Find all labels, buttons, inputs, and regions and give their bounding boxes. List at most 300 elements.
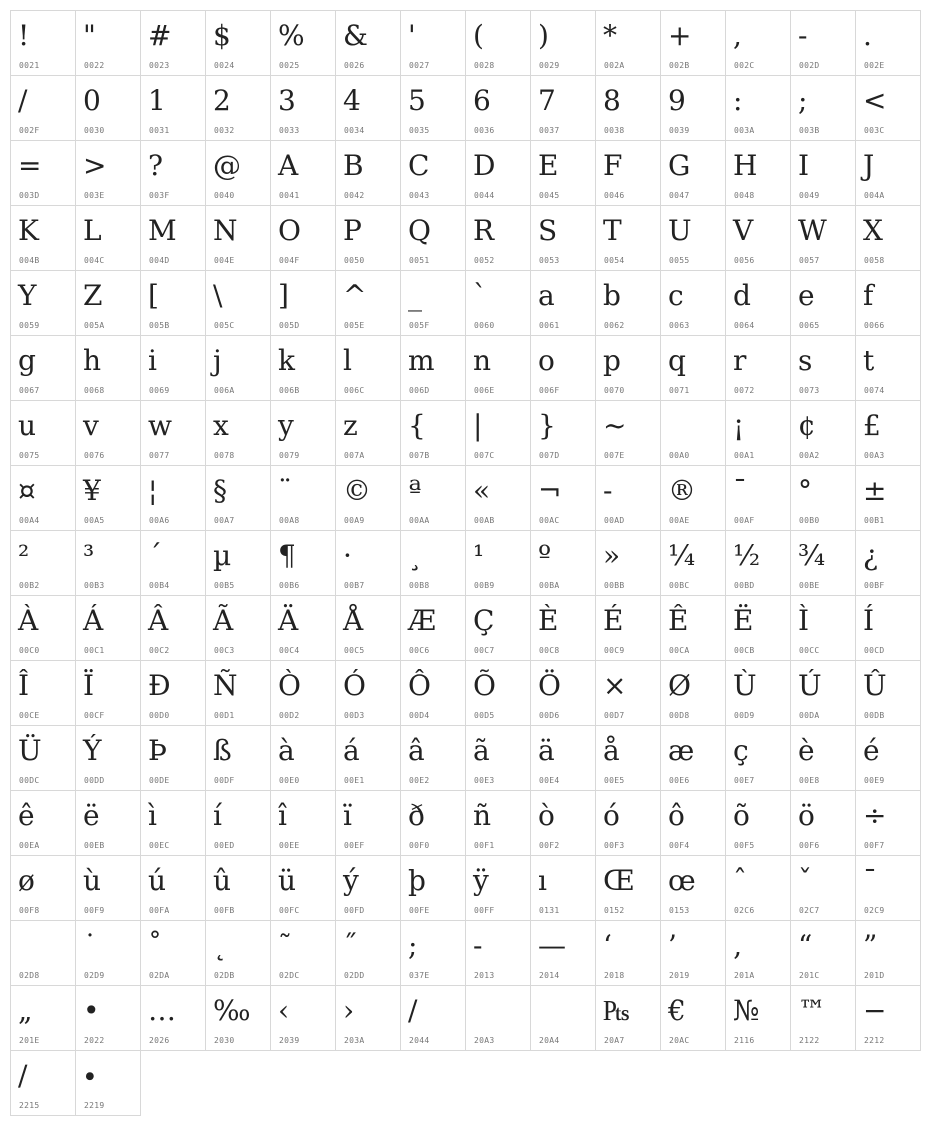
glyph-code: 003D xyxy=(19,191,40,200)
glyph-code: 0050 xyxy=(344,256,365,265)
glyph-code: 00DC xyxy=(19,776,40,785)
glyph-char: µ xyxy=(213,539,232,572)
glyph-code: 00E2 xyxy=(409,776,430,785)
glyph-cell xyxy=(206,726,271,791)
glyph-cell xyxy=(596,661,661,726)
glyph-cell xyxy=(141,271,206,336)
glyph-cell xyxy=(76,791,141,856)
glyph-code: 0069 xyxy=(149,386,170,395)
glyph-char: ¬ xyxy=(538,474,562,507)
glyph-cell xyxy=(596,466,661,531)
glyph-char: d xyxy=(733,279,751,312)
glyph-char: ∕ xyxy=(18,1059,28,1092)
glyph-cell xyxy=(271,726,336,791)
glyph-char: ² xyxy=(18,539,30,572)
glyph-char: Q xyxy=(408,214,431,247)
glyph-cell xyxy=(76,661,141,726)
glyph-code: 00C4 xyxy=(279,646,300,655)
glyph-code: 0042 xyxy=(344,191,365,200)
glyph-char: > xyxy=(83,149,107,182)
glyph-char: / xyxy=(408,994,418,1027)
glyph-cell xyxy=(336,336,401,401)
glyph-code: 003B xyxy=(799,126,820,135)
glyph-cell xyxy=(856,76,921,141)
glyph-char: — xyxy=(538,929,566,962)
glyph-cell xyxy=(596,336,661,401)
glyph-code: 00A8 xyxy=(279,516,300,525)
glyph-cell xyxy=(76,921,141,986)
glyph-char: ÿ xyxy=(473,864,489,897)
glyph-cell xyxy=(141,856,206,921)
glyph-code: 005E xyxy=(344,321,365,330)
glyph-code: 00C5 xyxy=(344,646,365,655)
glyph-cell xyxy=(271,11,336,76)
glyph-code: 02DA xyxy=(149,971,170,980)
glyph-code: 002A xyxy=(604,61,625,70)
glyph-code: 20A4 xyxy=(539,1036,560,1045)
glyph-code: 00F2 xyxy=(539,841,560,850)
glyph-code: 00A4 xyxy=(19,516,40,525)
glyph-char: Ô xyxy=(408,669,431,702)
glyph-code: 20AC xyxy=(669,1036,690,1045)
glyph-code: 003C xyxy=(864,126,885,135)
glyph-code: 0074 xyxy=(864,386,885,395)
glyph-code: 2019 xyxy=(669,971,690,980)
glyph-char: ä xyxy=(538,734,555,767)
glyph-code: 00E0 xyxy=(279,776,300,785)
glyph-cell xyxy=(531,531,596,596)
glyph-cell xyxy=(726,596,791,661)
glyph-cell xyxy=(466,206,531,271)
glyph-code: 00B3 xyxy=(84,581,105,590)
glyph-code: 00BA xyxy=(539,581,560,590)
glyph-char: ∙ xyxy=(83,1059,97,1092)
glyph-char: ˜ xyxy=(278,929,292,962)
glyph-char: ^ xyxy=(343,279,367,312)
glyph-code: 004D xyxy=(149,256,170,265)
glyph-code: 00E1 xyxy=(344,776,365,785)
glyph-char: F xyxy=(603,149,623,182)
glyph-cell xyxy=(661,921,726,986)
glyph-code: 2030 xyxy=(214,1036,235,1045)
glyph-code: 00FF xyxy=(474,906,495,915)
glyph-code: 00AE xyxy=(669,516,690,525)
glyph-char: Œ xyxy=(603,864,635,897)
glyph-code: 002B xyxy=(669,61,690,70)
glyph-cell xyxy=(661,596,726,661)
glyph-char: Ã xyxy=(213,604,234,637)
glyph-cell xyxy=(661,726,726,791)
glyph-char: 1 xyxy=(148,84,166,117)
glyph-char: í xyxy=(213,799,222,832)
glyph-cell xyxy=(856,11,921,76)
glyph-char: 7 xyxy=(538,84,556,117)
glyph-code: 00A9 xyxy=(344,516,365,525)
glyph-code: 20A3 xyxy=(474,1036,495,1045)
glyph-cell xyxy=(336,791,401,856)
glyph-cell xyxy=(401,401,466,466)
glyph-code: 00B7 xyxy=(344,581,365,590)
glyph-cell xyxy=(726,531,791,596)
glyph-char: Ï xyxy=(83,669,95,702)
glyph-code: 005D xyxy=(279,321,300,330)
glyph-code: 00DE xyxy=(149,776,170,785)
glyph-cell xyxy=(76,141,141,206)
glyph-code: 00D2 xyxy=(279,711,300,720)
glyph-char: á xyxy=(343,734,360,767)
glyph-char: Þ xyxy=(148,734,167,767)
glyph-char: Ý xyxy=(83,734,102,767)
glyph-cell xyxy=(596,791,661,856)
glyph-code: 0131 xyxy=(539,906,560,915)
glyph-code: 007A xyxy=(344,451,365,460)
glyph-code: 0052 xyxy=(474,256,495,265)
glyph-code: 005F xyxy=(409,321,430,330)
glyph-code: 0025 xyxy=(279,61,300,70)
glyph-code: 00BE xyxy=(799,581,820,590)
glyph-cell xyxy=(336,11,401,76)
glyph-char: é xyxy=(863,734,880,767)
glyph-char: 2 xyxy=(213,84,231,117)
glyph-cell xyxy=(141,531,206,596)
glyph-char: Ð xyxy=(148,669,171,702)
glyph-cell xyxy=(271,856,336,921)
glyph-char: E xyxy=(538,149,559,182)
glyph-cell xyxy=(11,401,76,466)
glyph-cell xyxy=(76,401,141,466)
glyph-cell xyxy=(271,986,336,1051)
glyph-char: _ xyxy=(408,279,422,312)
glyph-char: ª xyxy=(408,474,422,507)
glyph-cell xyxy=(76,206,141,271)
glyph-char: ı xyxy=(538,864,547,897)
glyph-cell xyxy=(401,11,466,76)
glyph-code: 0062 xyxy=(604,321,625,330)
glyph-code: 00F4 xyxy=(669,841,690,850)
glyph-char: 6 xyxy=(473,84,491,117)
glyph-char: û xyxy=(213,864,232,897)
glyph-code: 0027 xyxy=(409,61,430,70)
glyph-char: J xyxy=(863,149,875,182)
glyph-cell xyxy=(76,11,141,76)
glyph-cell xyxy=(791,986,856,1051)
glyph-cell xyxy=(466,856,531,921)
glyph-cell xyxy=(531,921,596,986)
glyph-cell xyxy=(856,401,921,466)
glyph-cell xyxy=(401,271,466,336)
glyph-cell xyxy=(401,466,466,531)
glyph-code: 00BC xyxy=(669,581,690,590)
glyph-code: 0036 xyxy=(474,126,495,135)
glyph-cell xyxy=(466,466,531,531)
glyph-cell xyxy=(661,531,726,596)
glyph-code: 0031 xyxy=(149,126,170,135)
glyph-cell xyxy=(596,11,661,76)
glyph-char: ) xyxy=(538,19,549,52)
glyph-code: 0033 xyxy=(279,126,300,135)
glyph-cell xyxy=(141,726,206,791)
glyph-char: ? xyxy=(148,149,164,182)
glyph-code: 0044 xyxy=(474,191,495,200)
glyph-cell xyxy=(791,791,856,856)
glyph-code: 0067 xyxy=(19,386,40,395)
glyph-cell xyxy=(11,1051,76,1116)
glyph-cell xyxy=(336,531,401,596)
glyph-char: ± xyxy=(863,474,887,507)
glyph-cell xyxy=(531,596,596,661)
glyph-cell xyxy=(596,986,661,1051)
glyph-code: 00CB xyxy=(734,646,755,655)
glyph-char: S xyxy=(538,214,558,247)
glyph-char: Ú xyxy=(798,669,822,702)
glyph-char: ` xyxy=(473,279,487,312)
glyph-code: 0040 xyxy=(214,191,235,200)
glyph-code: 006D xyxy=(409,386,430,395)
glyph-char: Y xyxy=(18,279,37,312)
glyph-cell xyxy=(856,596,921,661)
glyph-cell xyxy=(11,661,76,726)
glyph-code: 2044 xyxy=(409,1036,430,1045)
glyph-code: 0041 xyxy=(279,191,300,200)
glyph-code: 2039 xyxy=(279,1036,300,1045)
glyph-code: 0153 xyxy=(669,906,690,915)
glyph-cell xyxy=(206,271,271,336)
glyph-cell xyxy=(11,11,76,76)
glyph-cell xyxy=(726,986,791,1051)
glyph-char: ¾ xyxy=(798,539,826,572)
glyph-cell xyxy=(271,141,336,206)
glyph-code: 002D xyxy=(799,61,820,70)
glyph-cell xyxy=(141,206,206,271)
glyph-cell xyxy=(466,596,531,661)
glyph-code: 00B4 xyxy=(149,581,170,590)
glyph-cell xyxy=(726,791,791,856)
glyph-code: 0068 xyxy=(84,386,105,395)
glyph-cell xyxy=(726,206,791,271)
glyph-char: P xyxy=(343,214,362,247)
glyph-code: 00E4 xyxy=(539,776,560,785)
glyph-cell xyxy=(791,76,856,141)
glyph-cell xyxy=(401,921,466,986)
glyph-code: 2026 xyxy=(149,1036,170,1045)
glyph-cell xyxy=(726,11,791,76)
glyph-char: @ xyxy=(213,149,241,182)
glyph-char: " xyxy=(83,19,96,52)
glyph-cell xyxy=(141,141,206,206)
glyph-code: 0079 xyxy=(279,451,300,460)
glyph-cell xyxy=(856,206,921,271)
glyph-char: ] xyxy=(278,279,289,312)
glyph-code: 00B9 xyxy=(474,581,495,590)
glyph-char: i xyxy=(148,344,157,377)
glyph-code: 2116 xyxy=(734,1036,755,1045)
glyph-char: − xyxy=(863,994,887,1027)
glyph-cell xyxy=(206,11,271,76)
glyph-code: 00D0 xyxy=(149,711,170,720)
glyph-code: 02DC xyxy=(279,971,300,980)
glyph-code: 0061 xyxy=(539,321,560,330)
glyph-char: & xyxy=(343,19,368,52)
glyph-cell xyxy=(141,791,206,856)
glyph-code: 0064 xyxy=(734,321,755,330)
glyph-char: , xyxy=(733,19,742,52)
glyph-code: 201D xyxy=(864,971,885,980)
glyph-char: Æ xyxy=(408,604,437,637)
glyph-char: Õ xyxy=(473,669,496,702)
glyph-char: O xyxy=(278,214,301,247)
glyph-cell xyxy=(271,76,336,141)
glyph-char: K xyxy=(18,214,39,247)
glyph-char: å xyxy=(603,734,620,767)
glyph-char: k xyxy=(278,344,295,377)
glyph-code: 00FC xyxy=(279,906,300,915)
glyph-code: 006F xyxy=(539,386,560,395)
glyph-char: [ xyxy=(148,279,159,312)
glyph-cell xyxy=(336,661,401,726)
glyph-char: Å xyxy=(343,604,364,637)
glyph-code: 00F8 xyxy=(19,906,40,915)
glyph-code: 02D8 xyxy=(19,971,40,980)
glyph-char: - xyxy=(798,19,808,52)
glyph-code: 0024 xyxy=(214,61,235,70)
glyph-code: 004A xyxy=(864,191,885,200)
glyph-code: 0028 xyxy=(474,61,495,70)
glyph-char: Ê xyxy=(668,604,689,637)
glyph-cell xyxy=(596,856,661,921)
glyph-char: H xyxy=(733,149,758,182)
glyph-cell xyxy=(336,986,401,1051)
glyph-code: 00C9 xyxy=(604,646,625,655)
glyph-code: 004E xyxy=(214,256,235,265)
glyph-char: “ xyxy=(798,929,813,962)
glyph-char: ˆ xyxy=(733,864,747,897)
glyph-char: ò xyxy=(538,799,555,832)
glyph-cell xyxy=(11,596,76,661)
glyph-char: № xyxy=(733,994,760,1027)
glyph-code: 0078 xyxy=(214,451,235,460)
glyph-cell xyxy=(141,921,206,986)
glyph-char: ê xyxy=(18,799,35,832)
glyph-char: ß xyxy=(213,734,232,767)
glyph-code: 0022 xyxy=(84,61,105,70)
glyph-code: 00ED xyxy=(214,841,235,850)
glyph-code: 003A xyxy=(734,126,755,135)
glyph-code: 00F9 xyxy=(84,906,105,915)
glyph-code: 00AD xyxy=(604,516,625,525)
glyph-char: € xyxy=(668,994,686,1027)
glyph-cell xyxy=(401,76,466,141)
glyph-code: 0038 xyxy=(604,126,625,135)
glyph-cell xyxy=(531,986,596,1051)
glyph-char: ¼ xyxy=(668,539,696,572)
glyph-code: 00E5 xyxy=(604,776,625,785)
glyph-cell xyxy=(856,661,921,726)
glyph-code: 002E xyxy=(864,61,885,70)
glyph-char: A xyxy=(278,149,299,182)
glyph-code: 00E3 xyxy=(474,776,495,785)
glyph-code: 2215 xyxy=(19,1101,40,1110)
glyph-char: œ xyxy=(668,864,696,897)
glyph-cell xyxy=(531,271,596,336)
glyph-code: 0030 xyxy=(84,126,105,135)
glyph-cell xyxy=(206,921,271,986)
glyph-char: ½ xyxy=(733,539,761,572)
glyph-char: I xyxy=(798,149,810,182)
glyph-code: 007D xyxy=(539,451,560,460)
glyph-char: › xyxy=(343,994,355,1027)
glyph-char: ÷ xyxy=(863,799,887,832)
glyph-cell xyxy=(76,726,141,791)
glyph-cell xyxy=(531,11,596,76)
glyph-cell xyxy=(401,596,466,661)
glyph-code: 00BF xyxy=(864,581,885,590)
glyph-char: · xyxy=(343,539,352,572)
glyph-char: X xyxy=(863,214,883,247)
glyph-char: ; xyxy=(798,84,808,117)
glyph-cell xyxy=(661,76,726,141)
glyph-char: ‰ xyxy=(213,994,251,1027)
glyph-code: 00A5 xyxy=(84,516,105,525)
glyph-cell xyxy=(271,921,336,986)
glyph-code: 0056 xyxy=(734,256,755,265)
glyph-char: B xyxy=(343,149,364,182)
glyph-code: 00AB xyxy=(474,516,495,525)
glyph-cell xyxy=(271,336,336,401)
glyph-char: 3 xyxy=(278,84,296,117)
glyph-code: 00A0 xyxy=(669,451,690,460)
glyph-cell xyxy=(466,726,531,791)
glyph-char: ³ xyxy=(83,539,95,572)
glyph-code: 00F1 xyxy=(474,841,495,850)
glyph-char: 0 xyxy=(83,84,101,117)
glyph-char: D xyxy=(473,149,496,182)
glyph-cell xyxy=(206,661,271,726)
glyph-cell xyxy=(596,726,661,791)
glyph-code: 00D5 xyxy=(474,711,495,720)
glyph-code: 00A2 xyxy=(799,451,820,460)
glyph-cell xyxy=(596,141,661,206)
glyph-char: z xyxy=(343,409,358,442)
glyph-char: M xyxy=(148,214,177,247)
glyph-cell xyxy=(791,531,856,596)
glyph-char: ™ xyxy=(798,994,826,1027)
glyph-char: à xyxy=(278,734,295,767)
glyph-char: Ç xyxy=(473,604,495,637)
glyph-cell xyxy=(401,336,466,401)
glyph-char: ! xyxy=(18,19,30,52)
glyph-cell xyxy=(791,596,856,661)
glyph-cell xyxy=(596,531,661,596)
glyph-char: v xyxy=(83,409,99,442)
glyph-cell xyxy=(336,921,401,986)
glyph-cell xyxy=(791,856,856,921)
glyph-char: ó xyxy=(603,799,620,832)
glyph-char: j xyxy=(213,344,222,377)
glyph-code: 00BB xyxy=(604,581,625,590)
glyph-char: \ xyxy=(213,279,223,312)
glyph-char: £ xyxy=(863,409,881,442)
glyph-cell xyxy=(206,596,271,661)
glyph-char: l xyxy=(343,344,352,377)
glyph-char: Ü xyxy=(18,734,42,767)
glyph-code: 02C9 xyxy=(864,906,885,915)
glyph-cell xyxy=(856,531,921,596)
glyph-char: 8 xyxy=(603,84,621,117)
glyph-cell xyxy=(401,661,466,726)
glyph-char: § xyxy=(213,474,227,507)
glyph-char: Ñ xyxy=(213,669,238,702)
glyph-char: b xyxy=(603,279,621,312)
